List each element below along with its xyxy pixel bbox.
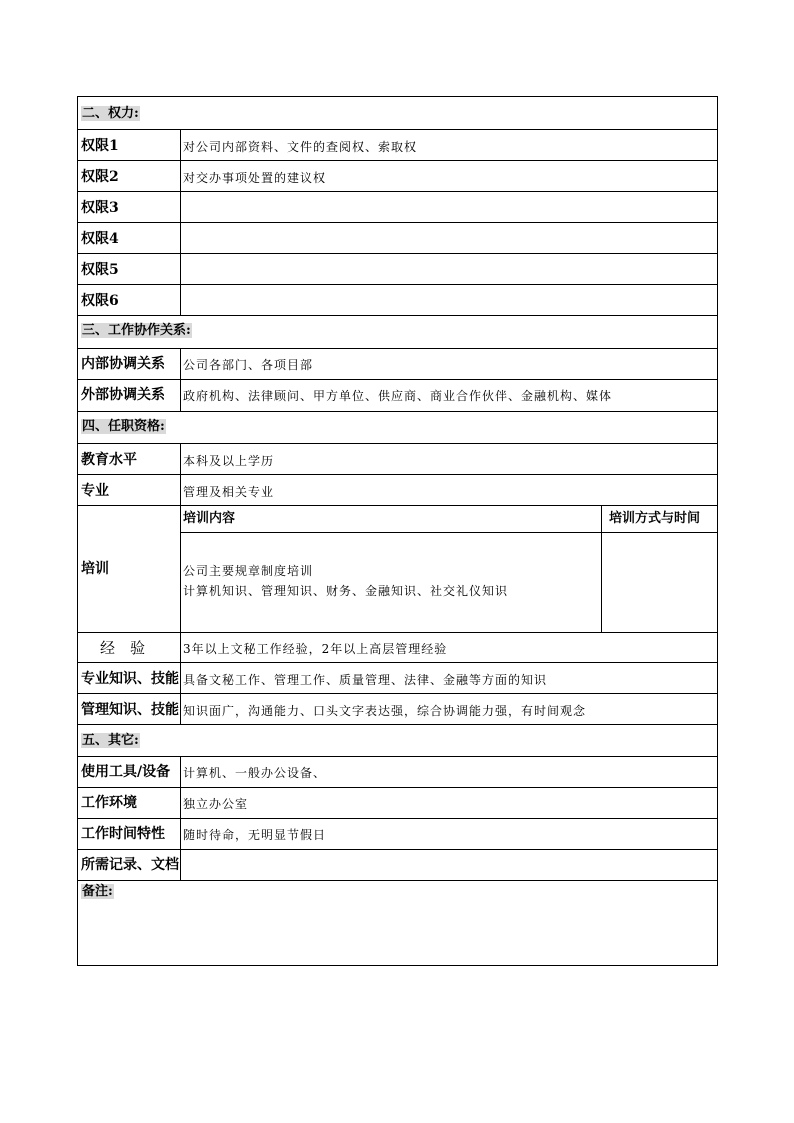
qualification-value-major: 管理及相关专业 <box>183 485 275 499</box>
remarks-header <box>81 884 114 900</box>
skill-label-professional: 专业知识、技能 <box>81 671 179 687</box>
authority-label-5: 权限5 <box>81 262 119 278</box>
other-label-environment: 工作环境 <box>81 795 137 811</box>
training-content-line-2: 计算机知识、管理知识、财务、金融知识、社交礼仪知识 <box>183 584 509 598</box>
section-authority-header <box>81 106 140 122</box>
training-method-header: 培训方式与时间 <box>609 511 701 526</box>
divider <box>78 724 717 725</box>
section-qualifications-header <box>81 419 166 435</box>
skill-label-management: 管理知识、技能 <box>81 702 179 718</box>
section-qualifications-title: 四、任职资格: <box>82 419 165 434</box>
qualification-label-major: 专业 <box>81 483 109 499</box>
experience-value: 3年以上文秘工作经验，2年以上高层管理经验 <box>183 642 448 656</box>
training-content-line-1: 公司主要规章制度培训 <box>183 564 314 578</box>
divider <box>78 443 717 444</box>
divider <box>78 191 717 192</box>
divider <box>78 474 717 475</box>
section-other-header <box>81 733 140 749</box>
training-content-header: 培训内容 <box>183 511 236 526</box>
section-authority-title: 二、权力: <box>82 106 139 121</box>
section-relations-title: 三、工作协作关系: <box>82 323 191 338</box>
divider <box>78 505 717 506</box>
remarks-title: 备注: <box>82 884 113 899</box>
other-label-tools: 使用工具/设备 <box>81 764 171 780</box>
divider <box>78 818 717 819</box>
divider <box>78 253 717 254</box>
other-value-tools: 计算机、一般办公设备、 <box>183 766 327 780</box>
qualification-label-education: 教育水平 <box>81 452 137 468</box>
divider <box>78 129 717 130</box>
divider <box>78 756 717 757</box>
relation-value-internal: 公司各部门、各项目部 <box>183 358 314 372</box>
authority-label-1: 权限1 <box>81 138 119 154</box>
divider <box>78 348 717 349</box>
authority-label-2: 权限2 <box>81 169 119 185</box>
other-label-records: 所需记录、文档 <box>81 857 179 873</box>
divider <box>78 315 717 316</box>
other-value-work-hours: 随时待命，无明显节假日 <box>183 828 327 842</box>
job-description-table <box>77 96 718 966</box>
divider <box>78 880 717 881</box>
authority-value-1: 对公司内部资料、文件的查阅权、索取权 <box>183 140 418 154</box>
experience-label: 经 验 <box>100 639 146 657</box>
authority-label-3: 权限3 <box>81 200 119 216</box>
divider <box>180 532 717 533</box>
authority-value-2: 对交办事项处置的建议权 <box>183 171 327 185</box>
authority-label-6: 权限6 <box>81 293 119 309</box>
divider <box>78 849 717 850</box>
skill-value-management: 知识面广，沟通能力、口头文字表达强，综合协调能力强，有时间观念 <box>183 704 587 718</box>
qualification-value-education: 本科及以上学历 <box>183 454 275 468</box>
divider <box>78 662 717 663</box>
authority-label-4: 权限4 <box>81 231 119 247</box>
relation-label-internal: 内部协调关系 <box>81 356 165 372</box>
other-label-work-hours: 工作时间特性 <box>81 826 165 842</box>
divider <box>78 632 717 633</box>
divider <box>78 693 717 694</box>
section-relations-header <box>81 323 192 339</box>
column-divider <box>180 443 181 724</box>
divider <box>78 160 717 161</box>
divider <box>78 787 717 788</box>
divider <box>78 411 717 412</box>
training-label: 培训 <box>81 561 109 577</box>
section-other-title: 五、其它: <box>82 733 139 748</box>
divider <box>78 379 717 380</box>
column-divider <box>601 505 602 632</box>
skill-value-professional: 具备文秘工作、管理工作、质量管理、法律、金融等方面的知识 <box>183 673 548 687</box>
divider <box>78 284 717 285</box>
divider <box>78 222 717 223</box>
other-value-environment: 独立办公室 <box>183 797 249 811</box>
relation-value-external: 政府机构、法律顾问、甲方单位、供应商、商业合作伙伴、金融机构、媒体 <box>183 389 613 403</box>
relation-label-external: 外部协调关系 <box>81 387 165 403</box>
